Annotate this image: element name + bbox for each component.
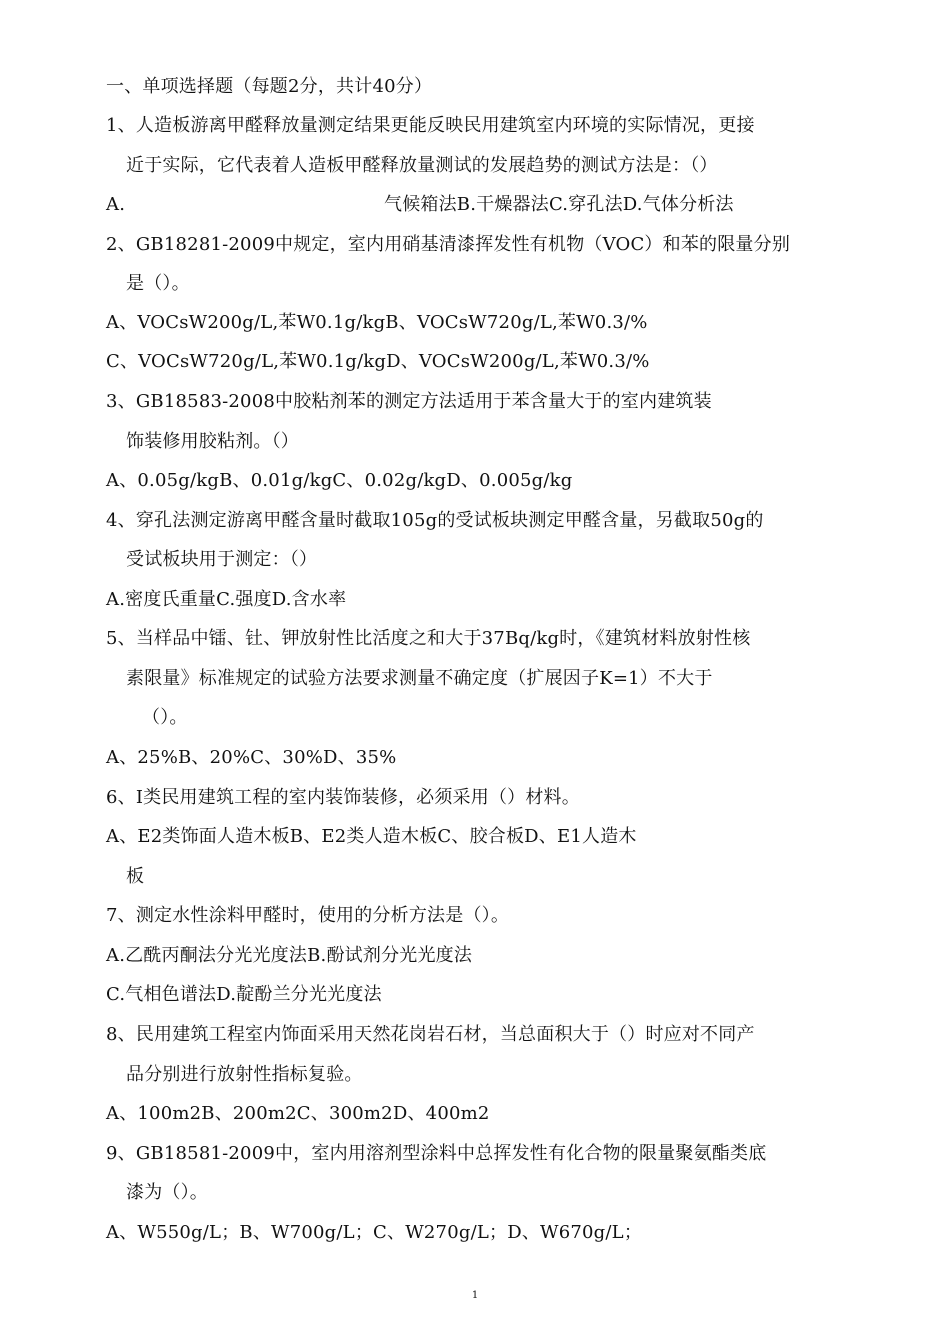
page-number: 1 (471, 1290, 479, 1301)
question-8-options: A、100m2B、200m2C、300m2D、400m2 (106, 1103, 490, 1124)
question-1-stem-line-2: 近于实际，它代表着人造板甲醛释放量测试的发展趋势的测试方法是：（） (126, 155, 718, 176)
question-7-options-line-1: A.乙酰丙酮法分光光度法B.酚试剂分光光度法 (106, 945, 473, 966)
question-3-options: A、0.05g/kgB、0.01g/kgC、0.02g/kgD、0.005g/kg (106, 470, 573, 491)
question-3-stem-line-2: 饰装修用胶粘剂。（） (126, 431, 299, 452)
question-5-stem-line-1: 5、当样品中镭、钍、钾放射性比活度之和大于37Bq/kg时，《建筑材料放射性核 (106, 628, 751, 649)
question-9-options: A、W550g/L；B、W700g/L；C、W270g/L；D、W670g/L； (106, 1222, 643, 1243)
question-2-options-line-1: A、VOCsW200g/L,苯W0.1g/kgB、VOCsW720g/L,苯W0.3/% (106, 312, 648, 333)
question-8-stem-line-1: 8、民用建筑工程室内饰面采用天然花岗岩石材，当总面积大于（）时应对不同产 (106, 1024, 755, 1045)
question-2-options-line-2: C、VOCsW720g/L,苯W0.1g/kgD、VOCsW200g/L,苯W0.3/% (106, 351, 650, 372)
question-1-options: 气候箱法B.干燥器法C.穿孔法D.气体分析法 (384, 194, 734, 215)
question-1-option-label: A. (106, 194, 126, 215)
question-6-stem: 6、I类民用建筑工程的室内装饰装修，必须采用（）材料。 (106, 787, 580, 808)
question-5-options: A、25%B、20%C、30%D、35% (106, 747, 397, 768)
section-title: 一、单项选择题（每题2分，共计40分） (106, 76, 433, 97)
question-4-stem-line-1: 4、穿孔法测定游离甲醛含量时截取105g的受试板块测定甲醛含量，另截取50g的 (106, 510, 764, 531)
question-4-stem-line-2: 受试板块用于测定：（） (126, 549, 318, 570)
question-5-stem-line-2: 素限量》标准规定的试验方法要求测量不确定度（扩展因子K=1）不大于 (126, 668, 713, 689)
question-7-options-line-2: C.气相色谱法D.靛酚兰分光光度法 (106, 984, 382, 1005)
question-4-options: A.密度氏重量C.强度D.含水率 (106, 589, 347, 610)
question-9-stem-line-2: 漆为（）。 (126, 1182, 208, 1203)
question-6-options-line-1: A、E2类饰面人造木板B、E2类人造木板C、胶合板D、E1人造木 (106, 826, 637, 847)
question-8-stem-line-2: 品分别进行放射性指标复验。 (126, 1064, 363, 1085)
question-9-stem-line-1: 9、GB18581-2009中，室内用溶剂型涂料中总挥发性有化合物的限量聚氨酯类底 (106, 1143, 767, 1164)
question-5-stem-line-3: （）。 (142, 707, 188, 728)
question-7-stem: 7、测定水性涂料甲醛时，使用的分析方法是（）。 (106, 905, 510, 926)
question-3-stem-line-1: 3、GB18583-2008中胶粘剂苯的测定方法适用于苯含量大于的室内建筑装 (106, 391, 712, 412)
question-6-options-line-2: 板 (126, 866, 145, 887)
question-1-stem-line-1: 1、人造板游离甲醛释放量测定结果更能反映民用建筑室内环境的实际情况，更接 (106, 115, 755, 136)
question-2-stem-line-2: 是（）。 (126, 273, 190, 294)
question-2-stem-line-1: 2、GB18281-2009中规定，室内用硝基清漆挥发性有机物（VOC）和苯的限量分别 (106, 234, 791, 255)
